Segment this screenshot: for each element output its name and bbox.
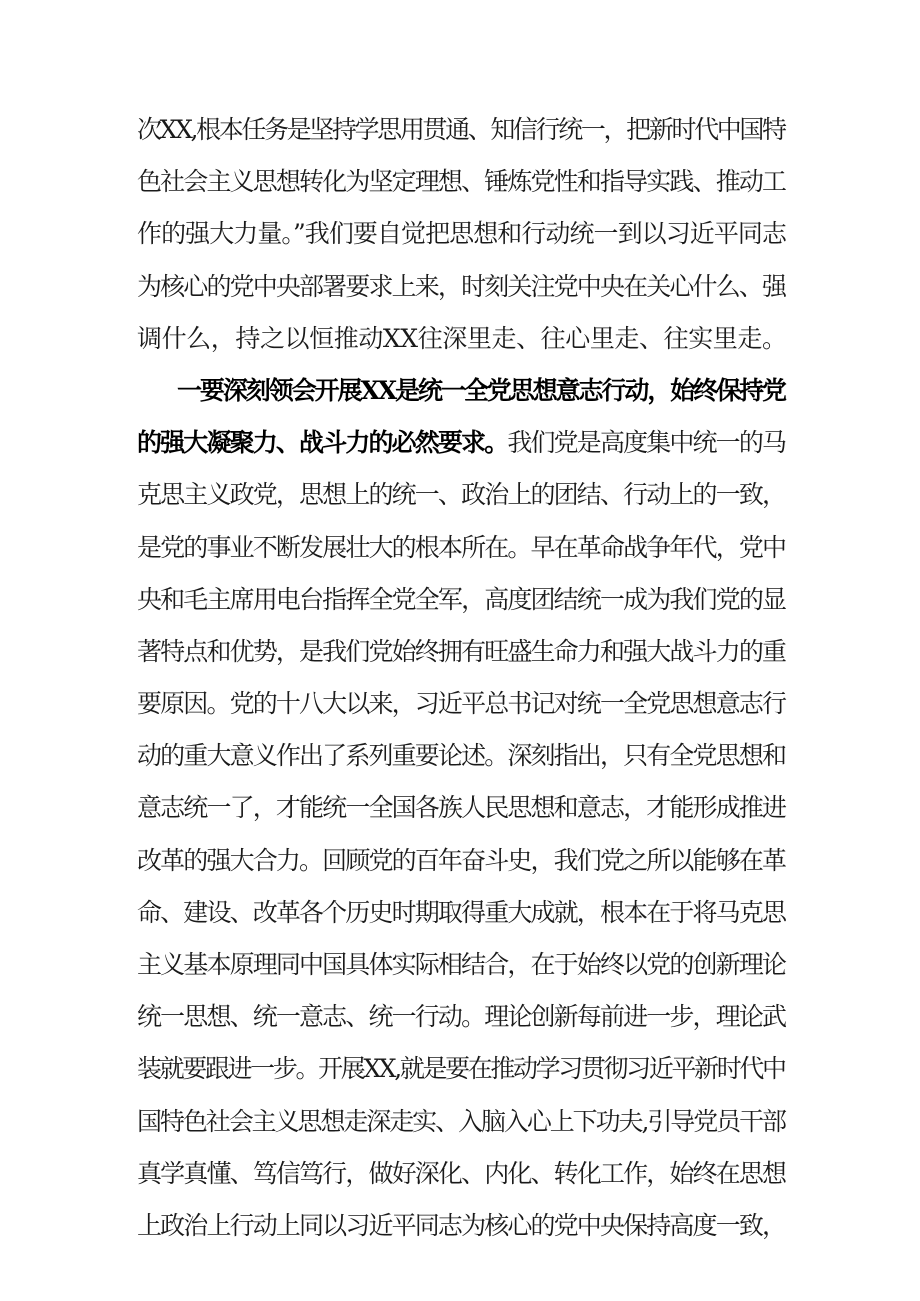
paragraph-2-line — [137, 1043, 787, 1095]
text-line: 作的强大力量。”我们要自觉把思想和行动统一到以习近平同志 — [137, 219, 787, 249]
paragraph-2-line — [137, 522, 787, 574]
text-line: 色社会主义思想转化为坚定理想、锤炼党性和指导实践、推动工 — [137, 167, 786, 197]
paragraph-2-line — [137, 939, 787, 991]
text-line: 上政治上行动上同以习近平同志为核心的党中央保持高度一致， — [137, 1210, 786, 1240]
text-line: 为核心的党中央部署要求上来，时刻关注党中央在关心什么、强 — [137, 271, 786, 301]
text-line: 著特点和优势，是我们党始终拥有旺盛生命力和强大战斗力的重 — [137, 636, 786, 666]
paragraph-2-line — [137, 991, 787, 1043]
text-line: 克思主义政党，思想上的统一、政治上的团结、行动上的一致， — [137, 480, 786, 510]
text-line: 装就要跟进一步。开展XX,就是要在推动学习贯彻习近平新时代中 — [137, 1054, 785, 1084]
text-line: 改革的强大合力。回顾党的百年奋斗史，我们党之所以能够在革 — [137, 845, 786, 875]
paragraph-2-line — [137, 730, 787, 782]
paragraph-2-heading-line — [137, 365, 787, 417]
text-line: 国特色社会主义思想走深走实、入脑入心上下功夫,引导党员干部 — [137, 1106, 785, 1136]
paragraph-1-line — [137, 261, 787, 313]
paragraph-2-line — [137, 1148, 787, 1200]
paragraph-2-line — [137, 1096, 787, 1148]
bold-heading-text: 一要深刻领会开展XX是统一全党思想意志行动，始终保持党 — [177, 375, 785, 405]
document-page — [137, 104, 787, 1252]
text-line: 要原因。党的十八大以来，习近平总书记对统一全党思想意志行 — [137, 689, 786, 719]
paragraph-2-line — [137, 678, 787, 730]
paragraph-1-line — [137, 313, 787, 365]
paragraph-1-line — [137, 208, 787, 260]
text-line: 意志统一了，才能统一全国各族人民思想和意志，才能形成推进 — [137, 793, 786, 823]
text-line: 次XX,根本任务是坚持学思用贯通、知信行统一，把新时代中国特 — [137, 115, 785, 144]
text-line: 统一思想、统一意志、统一行动。理论创新每前进一步，理论武 — [137, 1002, 786, 1032]
paragraph-1-line — [137, 156, 787, 208]
paragraph-2-line — [137, 887, 787, 939]
text-line: 是党的事业不断发展壮大的根本所在。早在革命战争年代，党中 — [137, 532, 786, 562]
paragraph-2-line — [137, 417, 787, 469]
text-line: 我们党是高度集中统一的马 — [507, 428, 786, 458]
bold-heading-text: 的强大凝聚力、战斗力的必然要求。 — [137, 428, 508, 458]
paragraph-2-line — [137, 469, 787, 521]
paragraph-2-line — [137, 1200, 787, 1252]
text-line: 央和毛主席用电台指挥全党全军，高度团结统一成为我们党的显 — [137, 584, 786, 614]
text-line: 主义基本原理同中国具体实际相结合，在于始终以党的创新理论 — [137, 950, 786, 979]
text-line: 命、建设、改革各个历史时期取得重大成就，根本在于将马克思 — [137, 897, 786, 927]
text-line: 调什么，持之以恒推动XX往深里走、往心里走、往实里走。 — [137, 323, 787, 353]
paragraph-1-line — [137, 104, 787, 156]
paragraph-2-line — [137, 835, 787, 887]
text-line: 真学真懂、笃信笃行，做好深化、内化、转化工作，始终在思想 — [137, 1158, 786, 1188]
paragraph-2-line — [137, 782, 787, 834]
paragraph-2-line — [137, 626, 787, 678]
paragraph-2-line — [137, 574, 787, 626]
text-line: 动的重大意义作出了系列重要论述。深刻指出，只有全党思想和 — [137, 741, 786, 771]
